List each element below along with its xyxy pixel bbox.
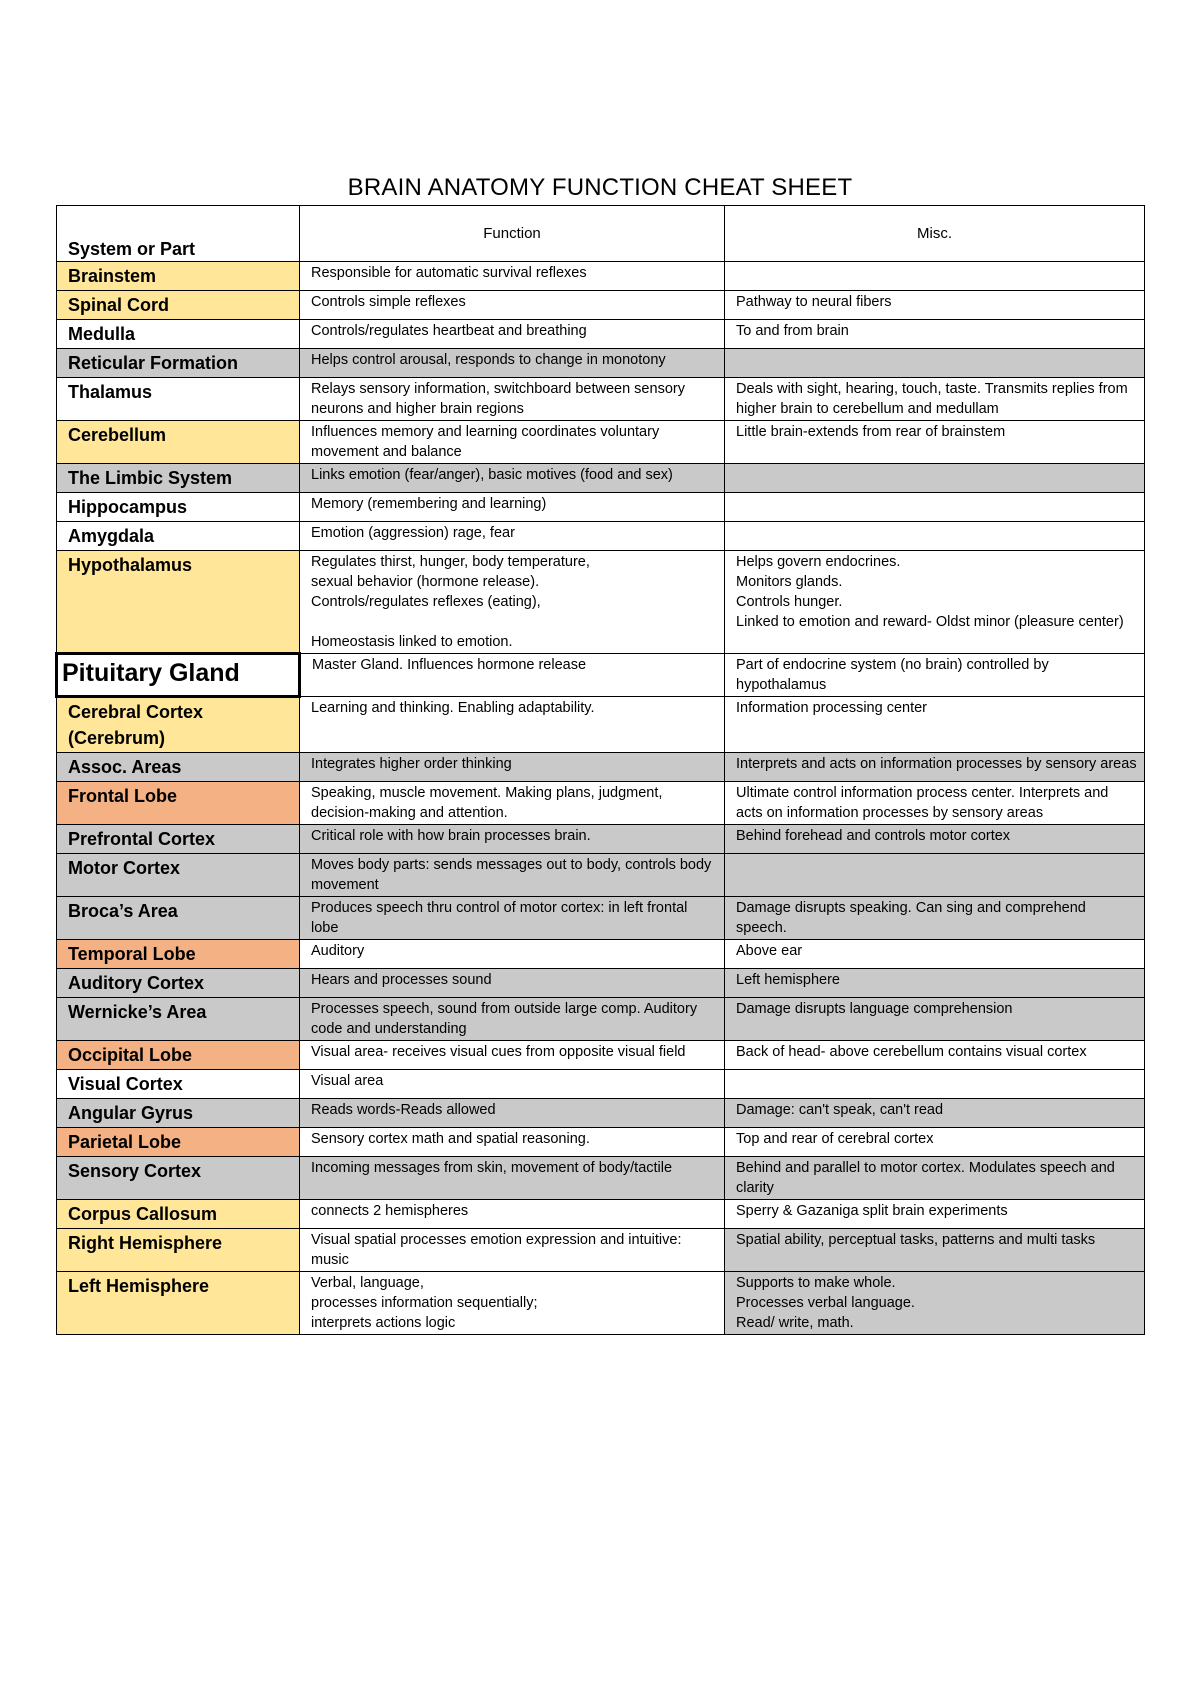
part-cell: Spinal Cord [57,291,300,320]
function-cell: Reads words-Reads allowed [300,1099,725,1128]
function-cell: Sensory cortex math and spatial reasoning. [300,1128,725,1157]
misc-cell: Behind and parallel to motor cortex. Modulates speech and clarity [725,1157,1145,1200]
table-row [57,320,1145,349]
function-cell: Responsible for automatic survival reflexes [300,262,725,291]
function-cell: Processes speech, sound from outside large comp. Auditory code and understanding [300,998,725,1041]
function-cell: Hears and processes sound [300,969,725,998]
function-cell: Speaking, muscle movement. Making plans, judgment, decision-making and attention. [300,782,725,825]
header-misc: Misc. [725,206,1145,262]
part-cell: Frontal Lobe [57,782,300,825]
misc-cell: To and from brain [725,320,1145,349]
part-cell: Sensory Cortex [57,1157,300,1200]
table-row [57,969,1145,998]
function-cell: Regulates thirst, hunger, body temperature, sexual behavior (hormone release). Controls/regulates reflexes (eating), Homeostasis linked to emotion. [300,551,725,654]
function-cell: Memory (remembering and learning) [300,493,725,522]
part-cell: Motor Cortex [57,854,300,897]
misc-cell: Sperry & Gazaniga split brain experiments [725,1200,1145,1229]
function-cell: Produces speech thru control of motor cortex: in left frontal lobe [300,897,725,940]
function-cell: Auditory [300,940,725,969]
function-cell: Influences memory and learning coordinates voluntary movement and balance [300,421,725,464]
function-cell: Master Gland. Influences hormone release [300,654,725,697]
misc-cell: Behind forehead and controls motor cortex [725,825,1145,854]
part-cell: Angular Gyrus [57,1099,300,1128]
function-cell: Controls simple reflexes [300,291,725,320]
table-row [57,697,1145,753]
misc-cell: Left hemisphere [725,969,1145,998]
function-cell: Critical role with how brain processes brain. [300,825,725,854]
title-text: BRAIN ANATOMY FUNCTION CHEAT SHEET [347,174,853,201]
function-cell: Links emotion (fear/anger), basic motives (food and sex) [300,464,725,493]
table-row [57,654,1145,697]
misc-cell [725,854,1145,897]
function-cell: Integrates higher order thinking [300,753,725,782]
function-cell: Visual spatial processes emotion expression and intuitive: music [300,1229,725,1272]
table-row [57,378,1145,421]
function-cell: Moves body parts: sends messages out to body, controls body movement [300,854,725,897]
table-row [57,1070,1145,1099]
table-row [57,1272,1145,1335]
table-row [57,897,1145,940]
table-row [57,1157,1145,1200]
table-row [57,522,1145,551]
misc-cell: Interprets and acts on information processes by sensory areas [725,753,1145,782]
misc-cell: Part of endocrine system (no brain) controlled by hypothalamus [725,654,1145,697]
misc-cell: Damage: can't speak, can't read [725,1099,1145,1128]
part-cell: Thalamus [57,378,300,421]
misc-cell [725,464,1145,493]
part-cell: Hippocampus [57,493,300,522]
function-cell: Verbal, language, processes information sequentially; interprets actions logic [300,1272,725,1335]
part-cell: Cerebellum [57,421,300,464]
misc-cell [725,262,1145,291]
function-cell: Visual area [300,1070,725,1099]
function-cell: Helps control arousal, responds to change in monotony [300,349,725,378]
part-cell: Medulla [57,320,300,349]
function-cell: connects 2 hemispheres [300,1200,725,1229]
misc-cell [725,1070,1145,1099]
misc-cell: Damage disrupts speaking. Can sing and comprehend speech. [725,897,1145,940]
function-cell: Emotion (aggression) rage, fear [300,522,725,551]
part-cell: Parietal Lobe [57,1128,300,1157]
cheat-sheet-table [55,205,1145,1335]
misc-cell: Back of head- above cerebellum contains visual cortex [725,1041,1145,1070]
table-row [57,940,1145,969]
part-cell: Visual Cortex [57,1070,300,1099]
table-row [57,1128,1145,1157]
part-cell: The Limbic System [57,464,300,493]
function-cell: Controls/regulates heartbeat and breathing [300,320,725,349]
part-cell: Brainstem [57,262,300,291]
misc-cell [725,522,1145,551]
misc-cell: Pathway to neural fibers [725,291,1145,320]
misc-cell [725,349,1145,378]
table-row [57,753,1145,782]
table-row [57,854,1145,897]
misc-cell: Damage disrupts language comprehension [725,998,1145,1041]
misc-cell: Ultimate control information process center. Interprets and acts on information processes by sensory areas [725,782,1145,825]
misc-cell: Deals with sight, hearing, touch, taste. Transmits replies from higher brain to cerebellum and medullam [725,378,1145,421]
part-cell: Reticular Formation [57,349,300,378]
function-cell: Relays sensory information, switchboard between sensory neurons and higher brain regions [300,378,725,421]
misc-cell: Helps govern endocrines. Monitors glands. Controls hunger. Linked to emotion and reward- Oldst minor (pleasure center) [725,551,1145,654]
table-row [57,1229,1145,1272]
table-row [57,291,1145,320]
table-row [57,262,1145,291]
misc-cell: Little brain-extends from rear of brainstem [725,421,1145,464]
part-cell: Wernicke’s Area [57,998,300,1041]
misc-cell: Spatial ability, perceptual tasks, patterns and multi tasks [725,1229,1145,1272]
misc-cell: Information processing center [725,697,1145,753]
part-cell: Occipital Lobe [57,1041,300,1070]
part-cell: Temporal Lobe [57,940,300,969]
function-cell: Incoming messages from skin, movement of body/tactile [300,1157,725,1200]
table-row [57,551,1145,654]
table-row [57,1041,1145,1070]
header-row [57,206,1145,262]
part-cell: Broca’s Area [57,897,300,940]
part-cell: Left Hemisphere [57,1272,300,1335]
part-cell: Amygdala [57,522,300,551]
table-body [57,262,1145,1335]
part-cell: Auditory Cortex [57,969,300,998]
table-row [57,349,1145,378]
part-cell: Pituitary Gland [57,654,300,697]
part-cell: Hypothalamus [57,551,300,654]
table-row [57,825,1145,854]
table-row [57,464,1145,493]
misc-cell [725,493,1145,522]
table-row [57,782,1145,825]
misc-cell: Supports to make whole. Processes verbal language. Read/ write, math. [725,1272,1145,1335]
part-cell: Assoc. Areas [57,753,300,782]
function-cell: Learning and thinking. Enabling adaptability. [300,697,725,753]
header-part: System or Part [57,206,300,262]
misc-cell: Above ear [725,940,1145,969]
part-cell: Prefrontal Cortex [57,825,300,854]
part-cell: Right Hemisphere [57,1229,300,1272]
function-cell: Visual area- receives visual cues from opposite visual field [300,1041,725,1070]
table-row [57,1099,1145,1128]
header-function: Function [300,206,725,262]
table-row [57,998,1145,1041]
part-cell: Corpus Callosum [57,1200,300,1229]
misc-cell: Top and rear of cerebral cortex [725,1128,1145,1157]
table-row [57,493,1145,522]
page-title [0,174,1200,202]
part-cell: Cerebral Cortex (Cerebrum) [57,697,300,753]
table-row [57,421,1145,464]
table-row [57,1200,1145,1229]
